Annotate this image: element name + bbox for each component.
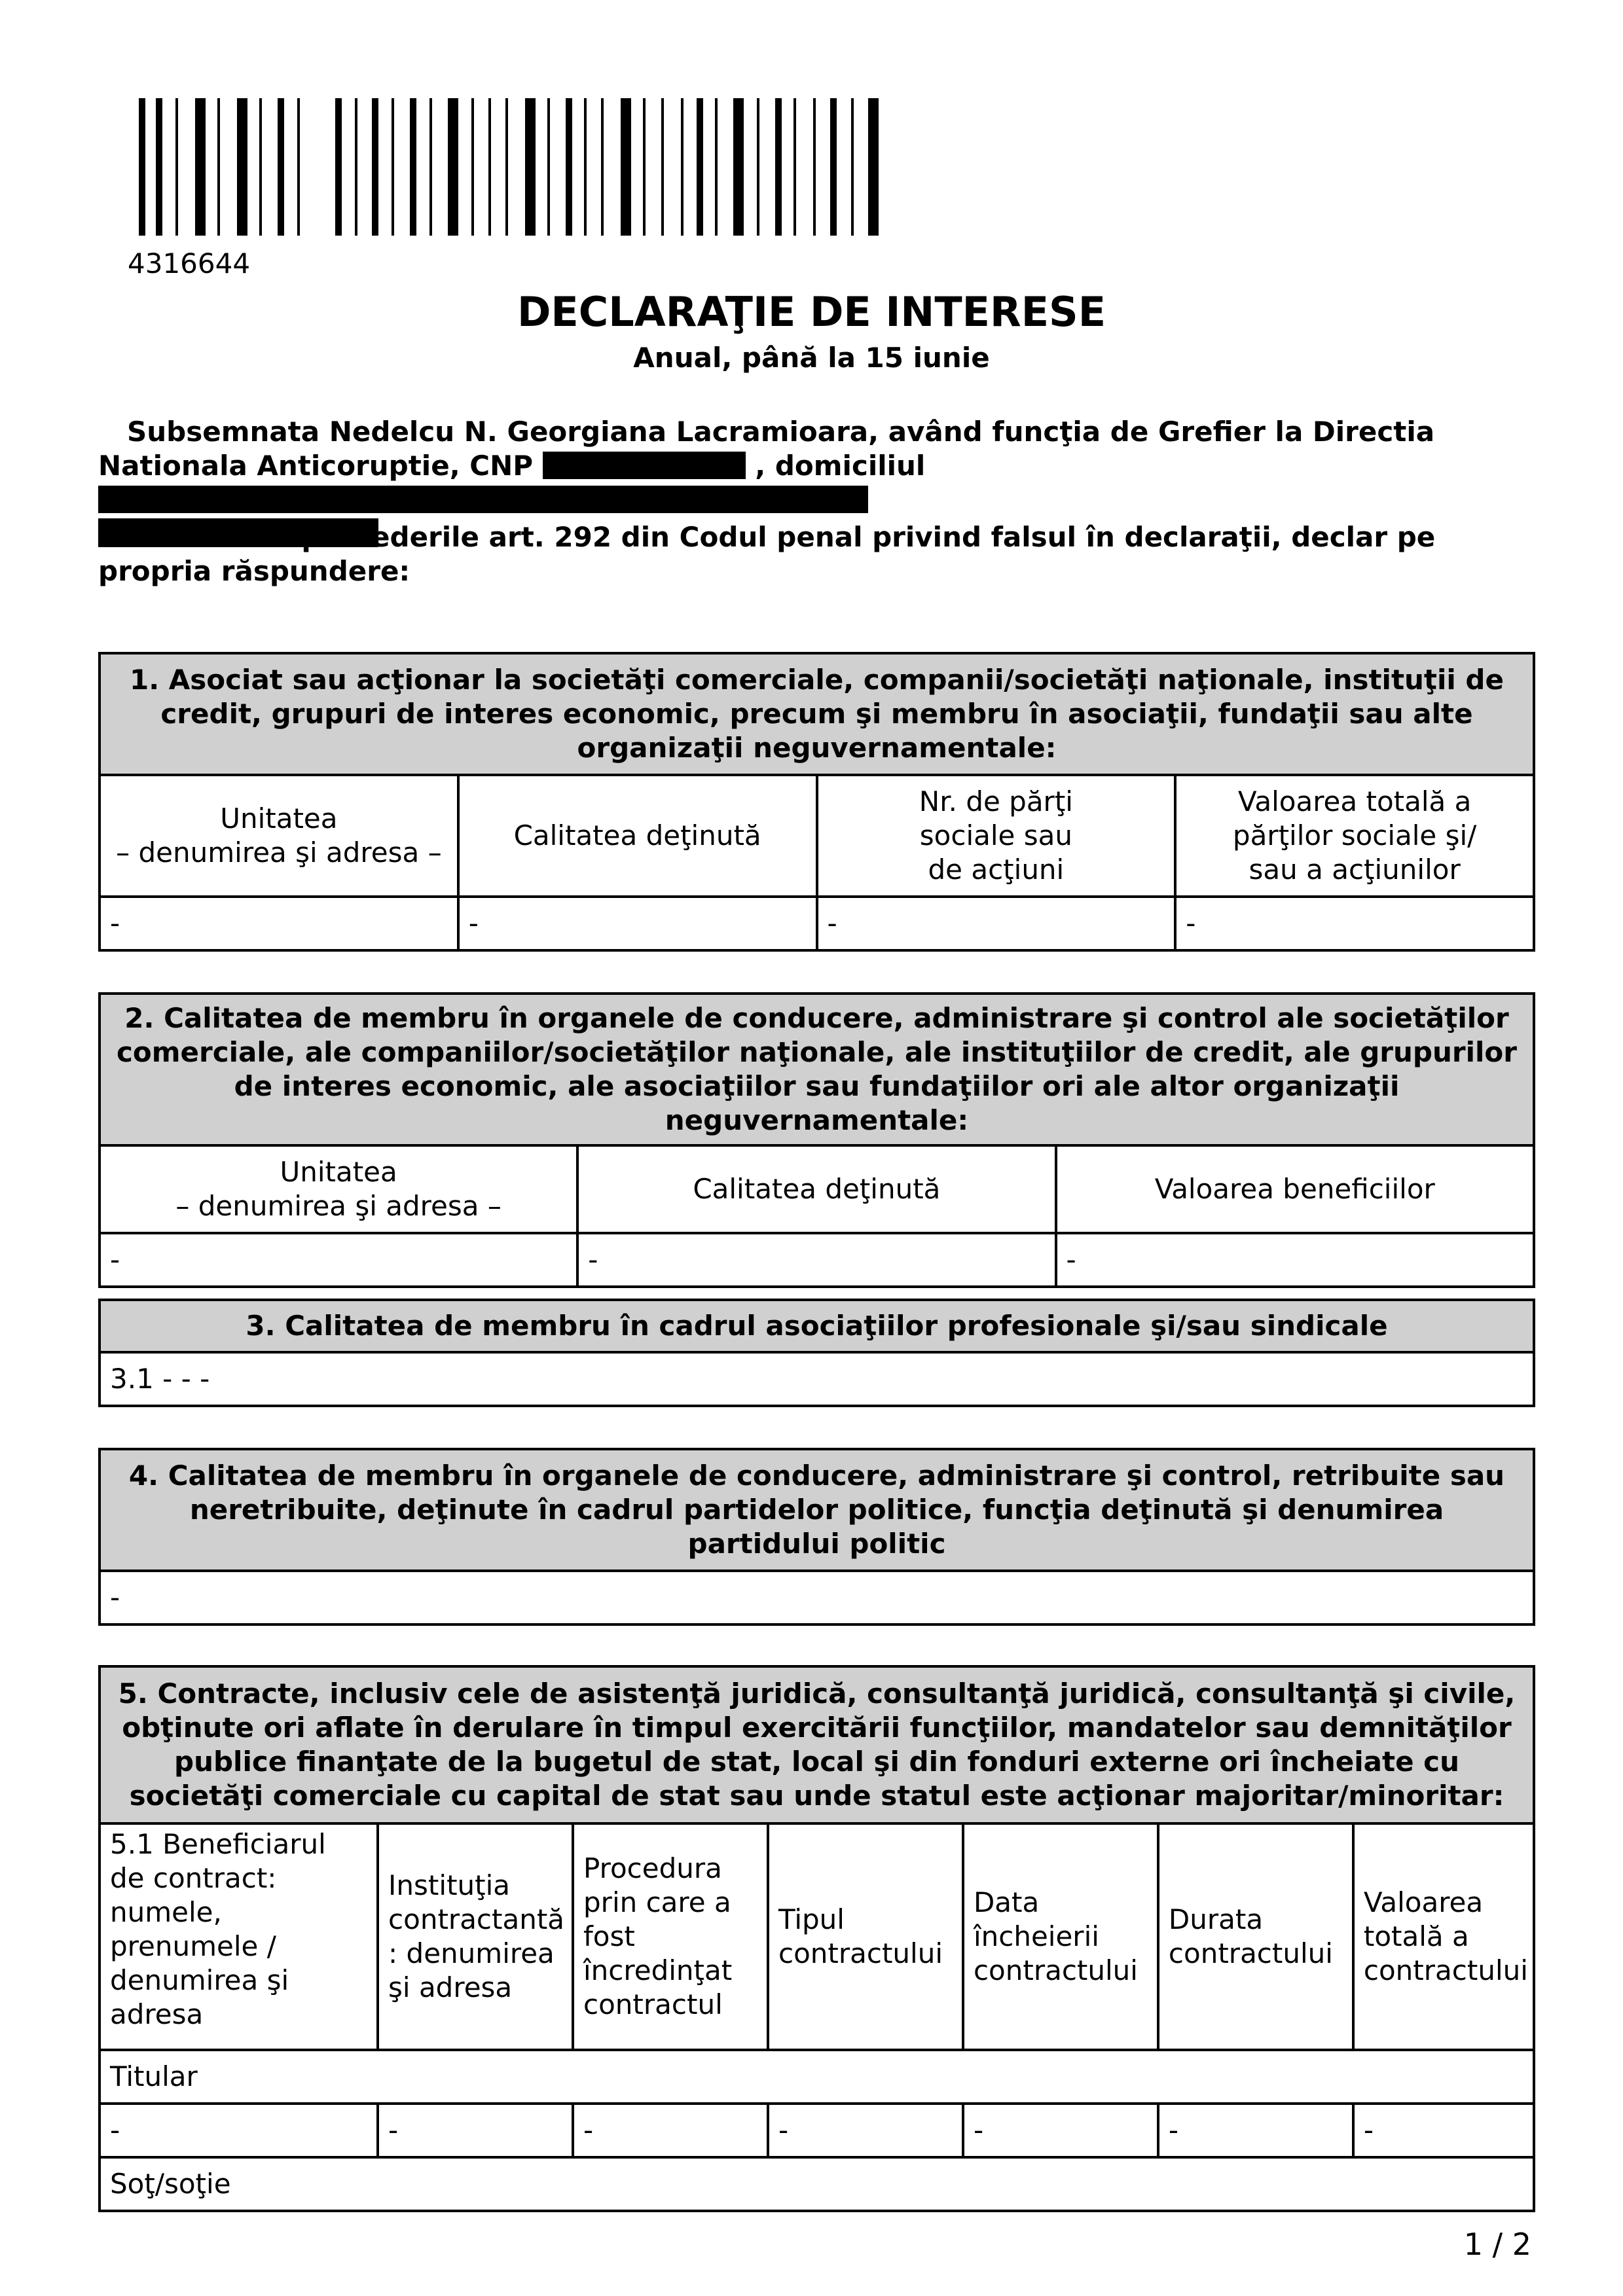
page-number: 1 / 2 <box>1463 2227 1531 2262</box>
section-1-table <box>98 652 1535 952</box>
barcode-bar <box>429 98 432 236</box>
section-1-header: 1. Asociat sau acţionar la societăţi comerciale, companii/societăţi naţionale, instituţii de credit, grupuri de interes economic, precum şi membru în asociaţii, fundaţii sau alte organizaţii neguvernamentale: <box>100 653 1534 775</box>
legal-statement <box>98 520 1525 588</box>
cnp-redaction <box>543 452 746 479</box>
legal-statement-text: cunoscând prevederile art. 292 din Codul penal privind falsul în declaraţii, declar pe propria răspundere: <box>98 521 1436 587</box>
column-header-contract-type: Tipul contractului <box>768 1823 963 2050</box>
barcode-bar <box>525 98 536 236</box>
barcode-bar <box>643 98 646 236</box>
barcode-bar <box>697 98 703 236</box>
domicile-label: , domiciliul <box>755 450 926 482</box>
table-cell: 3.1 - - - <box>100 1352 1534 1406</box>
column-header-contract-duration: Durata contractului <box>1158 1823 1353 2050</box>
barcode-bar <box>335 98 342 236</box>
barcode-bar <box>448 98 458 236</box>
section-5-header: 5. Contracte, inclusiv cele de asistenţă juridică, consultanţă juridică, consultanţă şi civile, obţinute ori aflate în derulare în timpul exercitării funcţiilor, mandatelor sau demnităţilor publice finanţate de la bugetul de stat, local şi din fonduri externe ori încheiate cu societăţi comerciale cu capital de stat sau unde statul este acţionar majoritar/minoritar: <box>100 1666 1534 1823</box>
barcode-bar <box>566 98 572 236</box>
spouse-row-label: Soţ/soţie <box>100 2157 1534 2211</box>
table-cell: - <box>1175 897 1534 950</box>
section-2-header: 2. Calitatea de membru în organele de conducere, administrare şi control ale societăţilor comerciale, ale companiilor/societăţilor naţionale, ale instituţiilor de credit, ale grupurilor de interes economic, ale asociaţiilor sau fundaţiilor ori ale altor organizaţii neguvernamentale: <box>100 994 1534 1145</box>
barcode-bar <box>175 98 178 236</box>
column-header-beneficiary: 5.1 Beneficiarul de contract: numele, prenumele / denumirea şi adresa <box>100 1823 378 2050</box>
barcode-bar <box>621 98 631 236</box>
barcode-bar <box>139 98 145 236</box>
address-redaction <box>98 486 868 513</box>
table-cell: - <box>100 1571 1534 1624</box>
column-header-unit: Unitatea – denumirea şi adresa – <box>100 1145 577 1233</box>
barcode-bar <box>392 98 394 236</box>
barcode-bar <box>757 98 759 236</box>
barcode-bar <box>868 98 879 236</box>
barcode-bar <box>217 98 220 236</box>
column-header-procedure: Procedura prin care a fost încredinţat contractul <box>573 1823 768 2050</box>
section-3-header: 3. Calitatea de membru în cadrul asociaţiilor profesionale şi/sau sindicale <box>100 1300 1534 1352</box>
barcode <box>139 98 883 236</box>
table-cell: - <box>963 2104 1158 2157</box>
barcode-bar <box>851 98 854 236</box>
table-cell: - <box>100 1233 577 1287</box>
section-4-table <box>98 1448 1535 1626</box>
declarant-identity: Subsemnata Nedelcu N. Georgiana Lacramioara, având funcţia de Grefier la Directia Nationala Anticoruptie, CNP <box>98 416 1435 482</box>
titular-row-label: Titular <box>100 2050 1534 2104</box>
barcode-bar <box>259 98 262 236</box>
barcode-bar <box>195 98 206 236</box>
barcode-bar <box>488 98 491 236</box>
table-cell: - <box>1056 1233 1535 1287</box>
barcode-bar <box>813 98 816 236</box>
table-cell: - <box>1158 2104 1353 2157</box>
barcode-bar <box>830 98 837 236</box>
barcode-bar <box>793 98 796 236</box>
document-subtitle: Anual, până la 15 iunie <box>633 342 990 374</box>
table-cell: - <box>577 1233 1055 1287</box>
table-cell: - <box>100 897 458 950</box>
column-header-shares-value: Valoarea totală a părţilor sociale şi/ sau a acţiunilor <box>1175 775 1534 897</box>
column-header-contract-date: Data încheierii contractului <box>963 1823 1158 2050</box>
table-cell: - <box>100 2104 378 2157</box>
table-cell: - <box>1353 2104 1534 2157</box>
barcode-bar <box>355 98 357 236</box>
section-2-table <box>98 992 1535 1288</box>
column-header-contracting-institution: Instituţia contractantă : denumirea şi adresa <box>378 1823 573 2050</box>
document-title: DECLARAŢIE DE INTERESE <box>517 288 1106 336</box>
table-cell: - <box>817 897 1176 950</box>
barcode-bar <box>297 98 300 236</box>
column-header-benefits-value: Valoarea beneficiilor <box>1056 1145 1535 1233</box>
section-5-table <box>98 1665 1535 2212</box>
column-header-role: Calitatea deţinută <box>577 1145 1055 1233</box>
table-cell: - <box>573 2104 768 2157</box>
barcode-bar <box>715 98 718 236</box>
barcode-number: 4316644 <box>128 247 251 279</box>
table-cell: - <box>458 897 817 950</box>
barcode-bar <box>681 98 684 236</box>
barcode-bar <box>584 98 587 236</box>
section-4-header: 4. Calitatea de membru în organele de conducere, administrare şi control, retribuite sau neretribuite, deţinute în cadrul partidelor politice, funcţia deţinută şi denumirea partidului politic <box>100 1449 1534 1571</box>
column-header-contract-value: Valoarea totală a contractului <box>1353 1823 1534 2050</box>
barcode-bar <box>661 98 664 236</box>
barcode-bar <box>775 98 782 236</box>
table-cell: - <box>378 2104 573 2157</box>
barcode-bar <box>505 98 508 236</box>
column-header-role: Calitatea deţinută <box>458 775 817 897</box>
barcode-bar <box>278 98 284 236</box>
section-3-table <box>98 1299 1535 1407</box>
table-cell: - <box>768 2104 963 2157</box>
barcode-bar <box>547 98 550 236</box>
column-header-unit: Unitatea – denumirea şi adresa – <box>100 775 458 897</box>
barcode-bar <box>601 98 604 236</box>
barcode-bar <box>471 98 474 236</box>
barcode-bar <box>237 98 247 236</box>
barcode-bar <box>733 98 744 236</box>
column-header-shares-count: Nr. de părţi sociale sau de acţiuni <box>817 775 1176 897</box>
barcode-bar <box>372 98 378 236</box>
barcode-bar <box>410 98 416 236</box>
barcode-bar <box>156 98 162 236</box>
